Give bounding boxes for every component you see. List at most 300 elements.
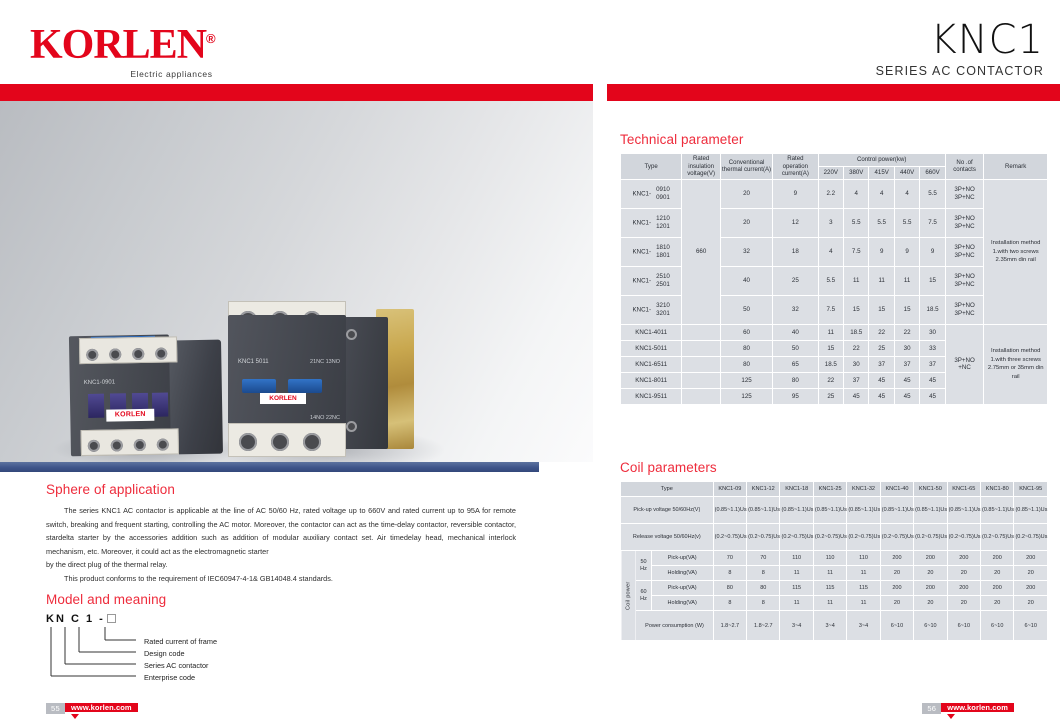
cell-value: 11 (847, 596, 880, 611)
technical-parameter-table (620, 153, 1048, 405)
coil-parameters-table (620, 481, 1048, 641)
cell-remark-group-1: Installation method 1.with two screws 2.35mm din rail (984, 179, 1048, 324)
cell-value: (0.85~1.1)Us (747, 497, 780, 524)
coil-table-body (621, 497, 1048, 641)
cell-thermal-current: 20 (720, 208, 772, 237)
cell-value: 200 (981, 581, 1014, 596)
technical-table-body (621, 179, 1048, 404)
th-conventional-thermal-current: Conventional thermal current(A) (720, 154, 772, 180)
contactor-image-knc1-0901 (61, 334, 223, 463)
cell-power-380v: 4 (844, 179, 869, 208)
th-remark: Remark (984, 154, 1048, 180)
cell-power-660v: 15 (920, 266, 945, 295)
cell-type (621, 266, 682, 295)
cell-value: (0.2~0.75)Us (780, 524, 813, 551)
th-rated-insulation-voltage: Rated insulation voltage(V) (682, 154, 721, 180)
cell-operation-current: 9 (773, 179, 818, 208)
cell-power-380v: 37 (844, 372, 869, 388)
table-row (621, 524, 1048, 551)
cell-rated-insulation-voltage: 660 (682, 179, 721, 324)
cell-power-220v: 4 (818, 237, 843, 266)
th-rated-operation-current: Rated operation current(A) (773, 154, 818, 180)
logo-text: KORLEN (30, 22, 207, 68)
cell-power-220v: 5.5 (818, 266, 843, 295)
cell-power-660v: 37 (920, 356, 945, 372)
registered-trademark-icon: ® (206, 31, 215, 46)
contacts-line-1: 3P+NO (954, 186, 975, 194)
th-coil-knc1-80: KNC1-80 (981, 482, 1014, 497)
cell-thermal-current: 20 (720, 179, 772, 208)
contacts-line-2: 3P+NC (954, 251, 975, 259)
contactor-big-blue-lever (242, 379, 276, 393)
cell-value: 110 (847, 551, 880, 566)
cell-value: 11 (780, 566, 813, 581)
contacts-line-1: 3P+NO (954, 273, 975, 281)
coil-parameters-section (620, 460, 1048, 641)
table-row (621, 179, 1048, 208)
th-no-of-contacts: No .of contacts (945, 154, 984, 180)
cell-holding-va-label: Holding(VA) (651, 596, 713, 611)
contactor-small-code: KNC1-0901 (83, 379, 116, 387)
terminal-hole (134, 439, 146, 451)
terminal-hole (271, 433, 289, 451)
website-url-right[interactable]: www.korlen.com (941, 703, 1014, 712)
cell-operation-current: 12 (773, 208, 818, 237)
cell-rated-insulation-voltage (682, 356, 721, 372)
section-divider-blue-bar (0, 462, 539, 472)
cell-type: KNC1-8011 (621, 372, 682, 388)
cell-power-380v: 45 (844, 388, 869, 404)
footer-pointer-left (71, 714, 79, 719)
th-voltage-220v: 220V (818, 166, 843, 179)
cell-value: (0.2~0.75)Us (847, 524, 880, 551)
cell-value: 8 (713, 566, 746, 581)
cell-value: 200 (1014, 551, 1048, 566)
series-brand-block (875, 17, 1044, 78)
th-coil-type: Type (621, 482, 714, 497)
cell-value: 6~10 (914, 611, 947, 641)
cell-value: 20 (981, 566, 1014, 581)
cell-value: 20 (914, 566, 947, 581)
cell-pickup-voltage-label: Pick-up voltage 50/60Hz(V) (621, 497, 714, 524)
model-diagram (46, 613, 346, 685)
cell-power-440v: 9 (894, 237, 919, 266)
cell-power-415v: 9 (869, 237, 894, 266)
cell-value: 200 (914, 551, 947, 566)
cell-50hz-label: 50 Hz (636, 551, 651, 581)
contacts-line-1: 3P+NO (954, 244, 975, 252)
type-code-2: 1201 (656, 222, 670, 230)
cell-value: 11 (813, 566, 846, 581)
type-prefix: KNC1- (632, 248, 652, 256)
cell-operation-current: 32 (773, 295, 818, 324)
terminal-hole (303, 433, 321, 451)
contactor-big-aux-bottom-marking: 14NO 22NC (310, 415, 340, 421)
cell-power-415v: 4 (869, 179, 894, 208)
th-coil-knc1-65: KNC1-65 (947, 482, 980, 497)
model-code-text: KN C 1 - (46, 613, 105, 625)
cell-power-380v: 15 (844, 295, 869, 324)
model-label-design-code: Design code (144, 649, 185, 658)
table-header-row (621, 154, 1048, 167)
table-row (621, 611, 1048, 641)
terminal-hole (239, 433, 257, 451)
cell-type (621, 295, 682, 324)
cell-thermal-current: 40 (720, 266, 772, 295)
type-prefix: KNC1- (632, 306, 652, 314)
cell-type (621, 237, 682, 266)
cell-power-380v: 11 (844, 266, 869, 295)
type-code-1: 0910 (656, 186, 670, 194)
model-label-enterprise: Enterprise code (144, 673, 196, 682)
model-and-meaning-section (46, 592, 346, 685)
cell-power-220v: 22 (818, 372, 843, 388)
cell-value: 6~10 (947, 611, 980, 641)
sphere-of-application-title: Sphere of application (46, 482, 175, 497)
cell-value: 11 (813, 596, 846, 611)
contacts-line-2: 3P+NC (954, 280, 975, 288)
contacts-line-1: 3P+NO (954, 302, 975, 310)
cell-contacts-group-2 (945, 324, 984, 404)
page-gutter (593, 0, 607, 724)
cell-power-660v: 45 (920, 388, 945, 404)
cell-operation-current: 80 (773, 372, 818, 388)
footer-pointer-right (947, 714, 955, 719)
cell-value: 11 (847, 566, 880, 581)
cell-thermal-current: 125 (720, 372, 772, 388)
cell-power-220v: 25 (818, 388, 843, 404)
cell-remark-group-2: Installation method 1.with three screws 2.75mm or 35mm din rail (984, 324, 1048, 404)
cell-value: 20 (947, 566, 980, 581)
series-title: KNC1 (930, 17, 1044, 63)
cell-value: 70 (747, 551, 780, 566)
cell-holding-va-label: Holding(VA) (651, 566, 713, 581)
cell-power-660v: 18.5 (920, 295, 945, 324)
cell-rated-insulation-voltage (682, 324, 721, 340)
th-coil-knc1-09: KNC1-09 (713, 482, 746, 497)
footer-right (922, 703, 1014, 714)
cell-value: 20 (914, 596, 947, 611)
cell-pickup-va-label: Pick-up(VA) (651, 551, 713, 566)
cell-rated-insulation-voltage (682, 340, 721, 356)
table-row (621, 596, 1048, 611)
header-red-bar-left (0, 84, 593, 101)
cell-value: 115 (813, 581, 846, 596)
sphere-paragraph-3: This product conforms to the requirement of IEC60947-4-1& GB14048.4 standards. (64, 573, 333, 583)
model-label-rated-current: Rated current of frame (144, 637, 218, 646)
contacts-line-2: 3P+NC (954, 309, 975, 317)
cell-value: 200 (981, 551, 1014, 566)
cell-thermal-current: 32 (720, 237, 772, 266)
cell-value: (0.85~1.1)Us (1014, 497, 1048, 524)
cell-power-660v: 33 (920, 340, 945, 356)
contacts-line-2: 3P+NC (954, 193, 975, 201)
type-code-1: 2510 (656, 273, 670, 281)
cell-operation-current: 95 (773, 388, 818, 404)
cell-power-440v: 5.5 (894, 208, 919, 237)
cell-rated-insulation-voltage (682, 388, 721, 404)
th-coil-knc1-32: KNC1-32 (847, 482, 880, 497)
contactor-small-contact-block (88, 394, 104, 418)
cell-power-440v: 45 (894, 388, 919, 404)
table-row (621, 497, 1048, 524)
cell-value: 110 (813, 551, 846, 566)
cell-power-380v: 7.5 (844, 237, 869, 266)
cell-type (621, 208, 682, 237)
cell-thermal-current: 80 (720, 356, 772, 372)
cell-power-220v: 15 (818, 340, 843, 356)
cell-power-660v: 30 (920, 324, 945, 340)
th-coil-knc1-95: KNC1-95 (1014, 482, 1048, 497)
cell-value: 80 (747, 581, 780, 596)
sphere-paragraph-2: by the direct plug of the thermal relay. (46, 560, 168, 570)
sphere-of-application-body (46, 504, 516, 585)
cell-value: (0.2~0.75)Us (813, 524, 846, 551)
website-url-left[interactable]: www.korlen.com (65, 703, 138, 712)
cell-value: 110 (780, 551, 813, 566)
terminal-hole (157, 439, 169, 451)
model-label-series: Series AC contactor (144, 661, 209, 670)
contactor-small-front (69, 335, 171, 457)
cell-value: (0.85~1.1)Us (847, 497, 880, 524)
cell-value: 200 (880, 551, 913, 566)
cell-value: (0.85~1.1)Us (780, 497, 813, 524)
cell-value: 1.8~2.7 (713, 611, 746, 641)
cell-value: 80 (713, 581, 746, 596)
cell-power-660v: 9 (920, 237, 945, 266)
cell-value: 20 (981, 596, 1014, 611)
cell-value: 8 (747, 596, 780, 611)
th-coil-knc1-12: KNC1-12 (747, 482, 780, 497)
cell-value: 6~10 (981, 611, 1014, 641)
contacts-line-2: +NC (958, 364, 971, 372)
contacts-line-1: 3P+NO (954, 215, 975, 223)
product-photo-panel (0, 101, 593, 462)
cell-value: 200 (947, 551, 980, 566)
cell-power-220v: 7.5 (818, 295, 843, 324)
cell-value: (0.2~0.75)Us (981, 524, 1014, 551)
sphere-of-application-section (46, 482, 516, 585)
contactor-big-blue-lever (288, 379, 322, 393)
cell-operation-current: 65 (773, 356, 818, 372)
type-code-1: 1210 (656, 215, 670, 223)
cell-contacts (945, 179, 984, 208)
th-control-power: Control power(kw) (818, 154, 945, 167)
cell-power-440v: 4 (894, 179, 919, 208)
type-code-1: 1810 (656, 244, 670, 252)
cell-power-440v: 22 (894, 324, 919, 340)
cell-60hz-label: 60 Hz (636, 581, 651, 611)
type-code-2: 2501 (656, 280, 670, 288)
technical-parameter-section (620, 132, 1048, 405)
cell-value: 3~4 (813, 611, 846, 641)
cell-power-415v: 15 (869, 295, 894, 324)
table-row (621, 324, 1048, 340)
cell-type: KNC1-6511 (621, 356, 682, 372)
cell-value: (0.85~1.1)Us (981, 497, 1014, 524)
cell-contacts (945, 237, 984, 266)
table-row (621, 566, 1048, 581)
footer-left (46, 703, 138, 714)
cell-operation-current: 18 (773, 237, 818, 266)
series-subtitle: SERIES AC CONTACTOR (875, 64, 1044, 78)
th-voltage-440v: 440V (894, 166, 919, 179)
contactor-big-aux-top-marking: 21NC 13NO (310, 359, 340, 365)
terminal-hole (88, 440, 100, 452)
header-red-bar-right (607, 84, 1060, 101)
cell-contacts (945, 295, 984, 324)
cell-value: 200 (1014, 581, 1048, 596)
th-voltage-660v: 660V (920, 166, 945, 179)
cell-value: 3~4 (847, 611, 880, 641)
th-coil-knc1-50: KNC1-50 (914, 482, 947, 497)
contactor-big-brand-label: KORLEN (260, 393, 306, 404)
cell-value: (0.85~1.1)Us (713, 497, 746, 524)
type-code-1: 3210 (656, 302, 670, 310)
cell-value: (0.85~1.1)Us (813, 497, 846, 524)
cell-power-380v: 18.5 (844, 324, 869, 340)
cell-thermal-current: 60 (720, 324, 772, 340)
cell-value: 115 (847, 581, 880, 596)
coil-parameters-title: Coil parameters (620, 460, 717, 475)
terminal-hole (111, 439, 123, 451)
cell-value: 200 (947, 581, 980, 596)
cell-power-380v: 30 (844, 356, 869, 372)
cell-power-415v: 45 (869, 388, 894, 404)
cell-power-440v: 30 (894, 340, 919, 356)
cell-value: 11 (780, 596, 813, 611)
contactor-small-brand-label: KORLEN (106, 409, 154, 422)
cell-thermal-current: 80 (720, 340, 772, 356)
cell-value: 20 (880, 596, 913, 611)
cell-power-660v: 5.5 (920, 179, 945, 208)
cell-operation-current: 40 (773, 324, 818, 340)
contactor-big-bottom-terminals (228, 423, 346, 457)
cell-rated-insulation-voltage (682, 372, 721, 388)
cell-value: 115 (780, 581, 813, 596)
contactor-small-contact-block (152, 393, 168, 417)
cell-value: (0.2~0.75)Us (747, 524, 780, 551)
cell-value: (0.85~1.1)Us (914, 497, 947, 524)
cell-value: 8 (747, 566, 780, 581)
cell-power-415v: 11 (869, 266, 894, 295)
cell-power-440v: 11 (894, 266, 919, 295)
cell-power-220v: 3 (818, 208, 843, 237)
cell-value: 20 (880, 566, 913, 581)
terminal-hole (155, 348, 167, 360)
contactor-image-knc1-5011 (228, 301, 433, 466)
cell-thermal-current: 125 (720, 388, 772, 404)
th-type: Type (621, 154, 682, 180)
terminal-hole (86, 349, 98, 361)
type-prefix: KNC1- (632, 219, 652, 227)
th-coil-knc1-25: KNC1-25 (813, 482, 846, 497)
cell-value: 70 (713, 551, 746, 566)
cell-power-380v: 22 (844, 340, 869, 356)
cell-value: (0.2~0.75)Us (1014, 524, 1048, 551)
cell-power-440v: 15 (894, 295, 919, 324)
page-number-left: 55 (46, 703, 65, 714)
cell-power-220v: 11 (818, 324, 843, 340)
sphere-paragraph-1: The series KNC1 AC contactor is applicable at the line of AC 50/60 Hz, rated voltage up to 660V and rated current up to 95A for remote switch, breaking and frequent starting, controlling the AC motor. Moreover, the contactor can act as the time-delay contactor, reversible contactor, stardelta starter by the accessories addition such as addition of modular auxiliary contact set. Air timedelay head, mechanical interlock mechanism, etc. Moreover, it could act as the electromagnetic starter (46, 506, 516, 556)
logo-wordmark (30, 24, 215, 66)
cell-power-415v: 45 (869, 372, 894, 388)
cell-thermal-current: 50 (720, 295, 772, 324)
cell-pickup-va-label: Pick-up(VA) (651, 581, 713, 596)
cell-operation-current: 50 (773, 340, 818, 356)
cell-value: (0.2~0.75)Us (713, 524, 746, 551)
th-coil-knc1-18: KNC1-18 (780, 482, 813, 497)
contacts-line-1: 3P+NO (954, 356, 975, 364)
type-prefix: KNC1- (632, 190, 652, 198)
cell-power-consumption-label: Power consumption (W) (636, 611, 713, 641)
cell-power-415v: 22 (869, 324, 894, 340)
cell-power-660v: 7.5 (920, 208, 945, 237)
table-row (621, 551, 1048, 566)
terminal-hole (346, 421, 357, 432)
cell-value: (0.2~0.75)Us (880, 524, 913, 551)
cell-type: KNC1-5011 (621, 340, 682, 356)
cell-contacts (945, 208, 984, 237)
cell-power-415v: 5.5 (869, 208, 894, 237)
cell-power-380v: 5.5 (844, 208, 869, 237)
th-voltage-380v: 380V (844, 166, 869, 179)
type-code-2: 3201 (656, 309, 670, 317)
cell-contacts (945, 266, 984, 295)
terminal-hole (346, 329, 357, 340)
contactor-small-bottom-terminals (81, 428, 179, 456)
type-code-2: 1801 (656, 251, 670, 259)
cell-value: 200 (880, 581, 913, 596)
cell-value: 6~10 (1014, 611, 1048, 641)
coil-header-row (621, 482, 1048, 497)
th-voltage-415v: 415V (869, 166, 894, 179)
cell-type (621, 179, 682, 208)
cell-value: 6~10 (880, 611, 913, 641)
model-and-meaning-title: Model and meaning (46, 592, 167, 607)
cell-value: (0.85~1.1)Us (947, 497, 980, 524)
contactor-small-top-terminals (79, 336, 177, 364)
cell-value: 1.8~2.7 (747, 611, 780, 641)
type-prefix: KNC1- (632, 277, 652, 285)
contactor-big-code: KNC1 5011 (238, 359, 269, 365)
cell-power-440v: 37 (894, 356, 919, 372)
cell-value: 200 (914, 581, 947, 596)
cell-value: 20 (1014, 596, 1048, 611)
cell-power-660v: 45 (920, 372, 945, 388)
page-number-right: 56 (922, 703, 941, 714)
table-row (621, 581, 1048, 596)
cell-value: 20 (1014, 566, 1048, 581)
technical-parameter-title: Technical parameter (620, 132, 744, 147)
cell-value: 8 (713, 596, 746, 611)
cell-power-220v: 2.2 (818, 179, 843, 208)
cell-value: (0.2~0.75)Us (947, 524, 980, 551)
cell-type: KNC1-9511 (621, 388, 682, 404)
model-code-placeholder-box (107, 614, 116, 623)
cell-release-voltage-label: Release voltage 50/60Hz(v) (621, 524, 714, 551)
th-coil-knc1-40: KNC1-40 (880, 482, 913, 497)
cell-power-415v: 37 (869, 356, 894, 372)
cell-operation-current: 25 (773, 266, 818, 295)
cell-power-220v: 18.5 (818, 356, 843, 372)
cell-value: 20 (947, 596, 980, 611)
terminal-hole (132, 348, 144, 360)
contactor-big-side (340, 317, 388, 449)
cell-power-415v: 25 (869, 340, 894, 356)
cell-value: (0.2~0.75)Us (914, 524, 947, 551)
cell-power-440v: 45 (894, 372, 919, 388)
